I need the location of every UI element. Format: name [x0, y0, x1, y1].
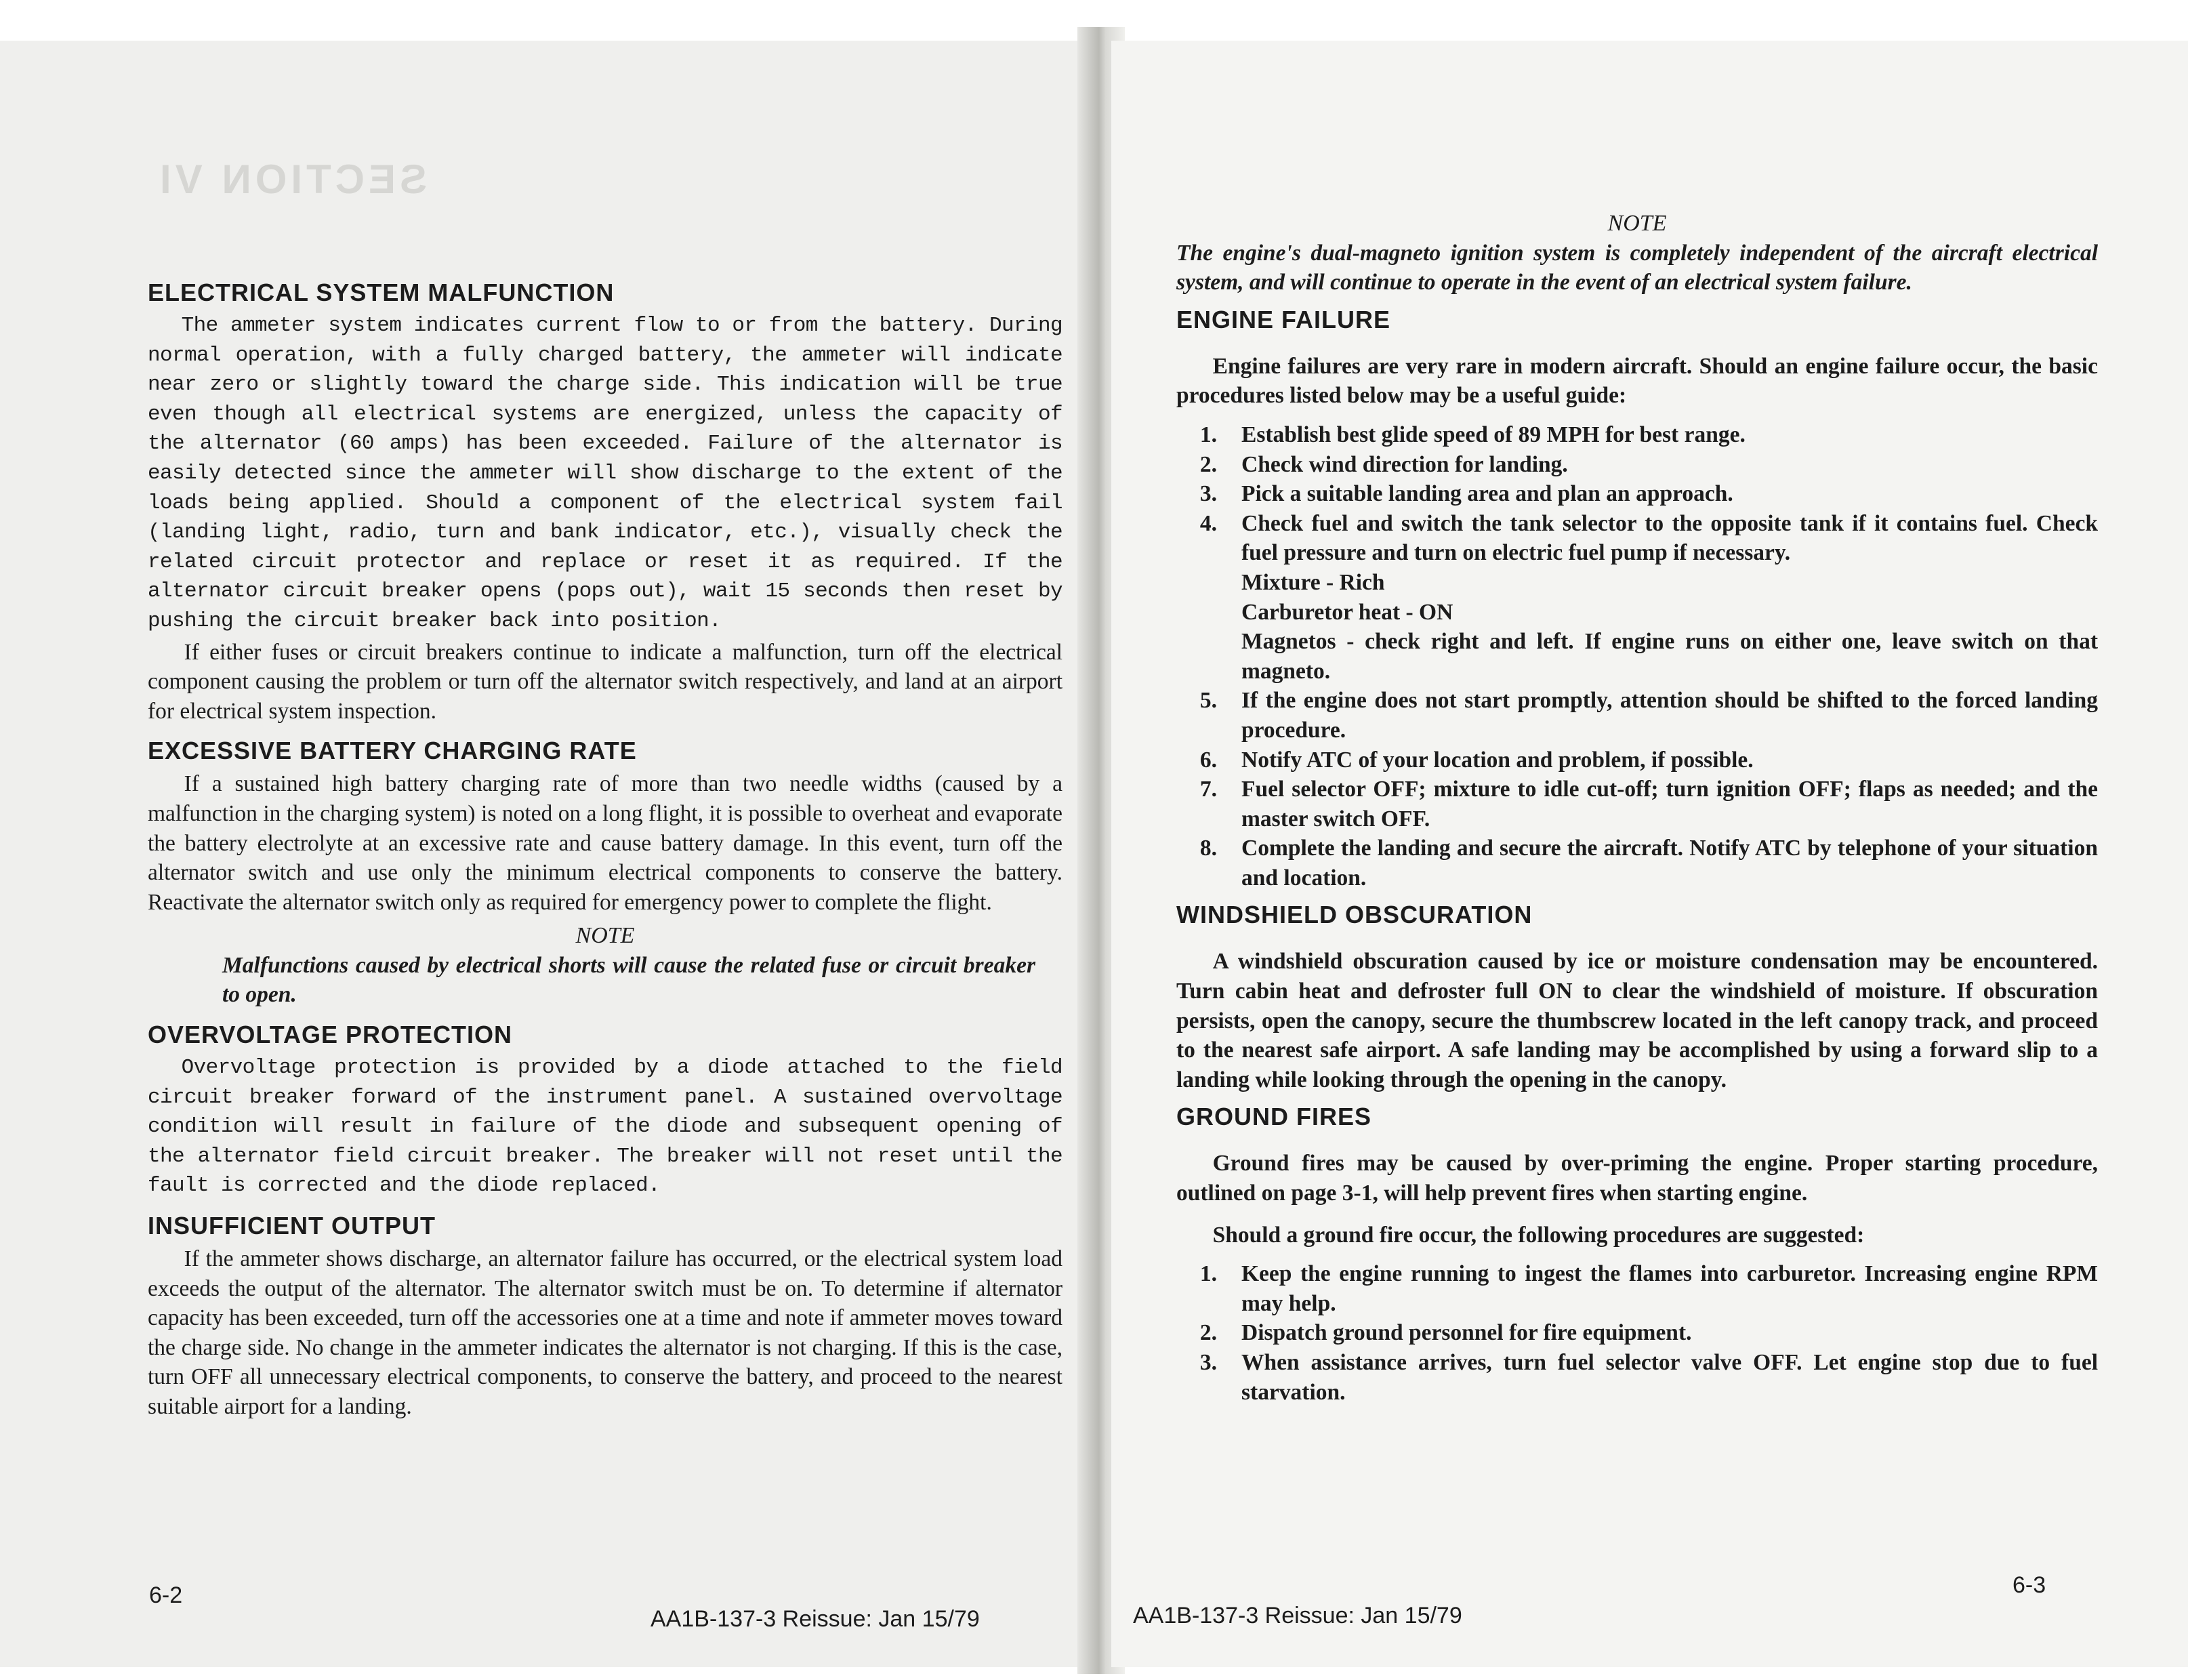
step-number: 1.	[1199, 422, 1217, 447]
list-item: 3. Pick a suitable landing area and plan an approach.	[1176, 479, 2098, 509]
paragraph: If the ammeter shows discharge, an alternator failure has occurred, or the electrical system load exceeds the output of the alternator. The alternator switch must be on. To determine if alternator capacity has been exceeded, turn off the accessories one at a time and note if ammeter moves toward the charge side. No change in the ammeter indicates the alternator is not charging. If this is the case, turn OFF all unnecessary electrical components, to conserve the battery, and proceed to the nearest suitable airport for a landing.	[148, 1246, 1062, 1419]
step-number: 7.	[1199, 777, 1217, 802]
step-number: 4.	[1199, 510, 1217, 536]
step-subitem: Mixture - Rich	[1241, 569, 1385, 595]
note-text: Malfunctions caused by electrical shorts will cause the related fuse or circuit breaker to open.	[222, 952, 1035, 1008]
note-title: NOTE	[1607, 211, 1667, 236]
step-number: 3.	[1199, 481, 1217, 507]
note-text: The engine's dual-magneto ignition system is completely independent of the aircraft electrical system, and will continue to operate in the event of an electrical system failure.	[1176, 240, 2098, 295]
footer-left: AA1B-137-3 Reissue: Jan 15/79	[651, 1606, 980, 1632]
list-item: 5. If the engine does not start promptly, attention should be shifted to the forced landing procedure.	[1176, 686, 2098, 745]
step-number: 2.	[1199, 1320, 1217, 1346]
paragraph: If a sustained high battery charging rate of more than two needle widths (caused by a malfunction in the charging system) is noted on a long flight, it is possible to overheat and evaporate the battery electrolyte at an excessive rate and cause battery damage. In this event, turn off the alternator switch and use only the minimum electrical components to conserve the battery. Reactivate the alternator switch only as required for emergency power to complete the flight.	[148, 771, 1062, 915]
list-item: 6. Notify ATC of your location and problem, if possible.	[1176, 745, 2098, 775]
left-page-column	[148, 268, 1062, 1423]
list-item: 1. Keep the engine running to ingest the flames into carburetor. Increasing engine RPM may help.	[1176, 1259, 2098, 1318]
footer-right: AA1B-137-3 Reissue: Jan 15/79	[1133, 1603, 1462, 1628]
note-title: NOTE	[575, 923, 635, 949]
engine-failure-steps	[1176, 420, 2098, 893]
list-item: 2. Check wind direction for landing.	[1176, 450, 2098, 480]
heading-excessive-charging: EXCESSIVE BATTERY CHARGING RATE	[148, 737, 637, 765]
page-number-right: 6-3	[2012, 1572, 2046, 1598]
heading-ground-fires: GROUND FIRES	[1176, 1103, 1372, 1131]
heading-engine-failure: ENGINE FAILURE	[1176, 305, 1391, 333]
step-number: 3.	[1199, 1350, 1217, 1375]
heading-insufficient-output: INSUFFICIENT OUTPUT	[148, 1212, 436, 1240]
heading-windshield-obscuration: WINDSHIELD OBSCURATION	[1176, 901, 1533, 929]
page-number-left: 6-2	[149, 1582, 183, 1608]
paragraph: Engine failures are very rare in modern aircraft. Should an engine failure occur, the basic procedures listed below may be a useful guide:	[1176, 353, 2098, 409]
ground-fire-steps	[1176, 1259, 2098, 1407]
paragraph: Ground fires may be caused by over-priming the engine. Proper starting procedure, outlined on page 3-1, will help prevent fires when starting engine.	[1176, 1151, 2098, 1206]
heading-overvoltage: OVERVOLTAGE PROTECTION	[148, 1021, 513, 1049]
left-page	[0, 41, 1091, 1667]
list-item: 2. Dispatch ground personnel for fire equipment.	[1176, 1318, 2098, 1348]
paragraph: The ammeter system indicates current flow to or from the battery. During normal operation, with a fully charged battery, the ammeter will indicate near zero or slightly toward the charge side. This indication will be true even though all electrical systems are energized, unless the capacity of the alternator (60 amps) has been exceeded. Failure of the alternator is easily detected since the ammeter will show discharge to the extent of the loads being applied. Should a component of the electrical system fail (landing light, radio, turn and bank indicator, etc.), visually check the related circuit protector and replace or reset it as required. If the alternator circuit breaker opens (pops out), wait 15 seconds then reset by pushing the circuit breaker back into position.	[148, 314, 1062, 633]
faint-section-header: SECTION VI	[156, 157, 428, 202]
list-item: 1. Establish best glide speed of 89 MPH for best range.	[1176, 420, 2098, 450]
step-number: 6.	[1199, 747, 1217, 773]
step-number: 5.	[1199, 688, 1217, 714]
step-number: 2.	[1199, 451, 1217, 477]
step-subitem: Magnetos - check right and left. If engine runs on either one, leave switch on that magneto.	[1241, 629, 2098, 684]
right-page-column	[1176, 205, 2098, 1414]
paragraph: A windshield obscuration caused by ice or moisture condensation may be encountered. Turn cabin heat and defroster full ON to clear the windshield of moisture. If obscuration persists, open the canopy, secure the thumbscrew located in the left canopy track, and proceed to the nearest safe airport. A safe landing may be accomplished by using a forward slip to a landing while looking through the opening in the canopy.	[1176, 949, 2098, 1092]
paragraph: If either fuses or circuit breakers continue to indicate a malfunction, turn off the electrical component causing the problem or turn off the alternator switch respectively, and land at an airport for electrical system inspection.	[148, 639, 1062, 724]
step-number: 8.	[1199, 836, 1217, 861]
step-number: 1.	[1199, 1261, 1217, 1287]
list-item: 7. Fuel selector OFF; mixture to idle cut-off; turn ignition OFF; flaps as needed; and the master switch OFF.	[1176, 775, 2098, 834]
step-subitem: Carburetor heat - ON	[1241, 599, 1453, 625]
right-page	[1111, 41, 2188, 1667]
heading-electrical-malfunction: ELECTRICAL SYSTEM MALFUNCTION	[148, 279, 615, 306]
paragraph: Should a ground fire occur, the following procedures are suggested:	[1212, 1222, 1865, 1248]
list-item: 8. Complete the landing and secure the aircraft. Notify ATC by telephone of your situation and location.	[1176, 834, 2098, 893]
list-item: 3. When assistance arrives, turn fuel selector valve OFF. Let engine stop due to fuel starvation.	[1176, 1348, 2098, 1407]
paragraph: Overvoltage protection is provided by a diode attached to the field circuit breaker forward of the instrument panel. A sustained overvoltage condition will result in failure of the diode and subsequent opening of the alternator field circuit breaker. The breaker will not reset until the fault is corrected and the diode replaced.	[148, 1056, 1062, 1198]
list-item: 4. Check fuel and switch the tank selector to the opposite tank if it contains fuel. Check fuel pressure and turn on electric fuel pump if necessary. Mixture - Rich Carburetor heat - ON Magnetos - check right and left. If engine runs on either one, leave switch on that magneto.	[1176, 509, 2098, 687]
